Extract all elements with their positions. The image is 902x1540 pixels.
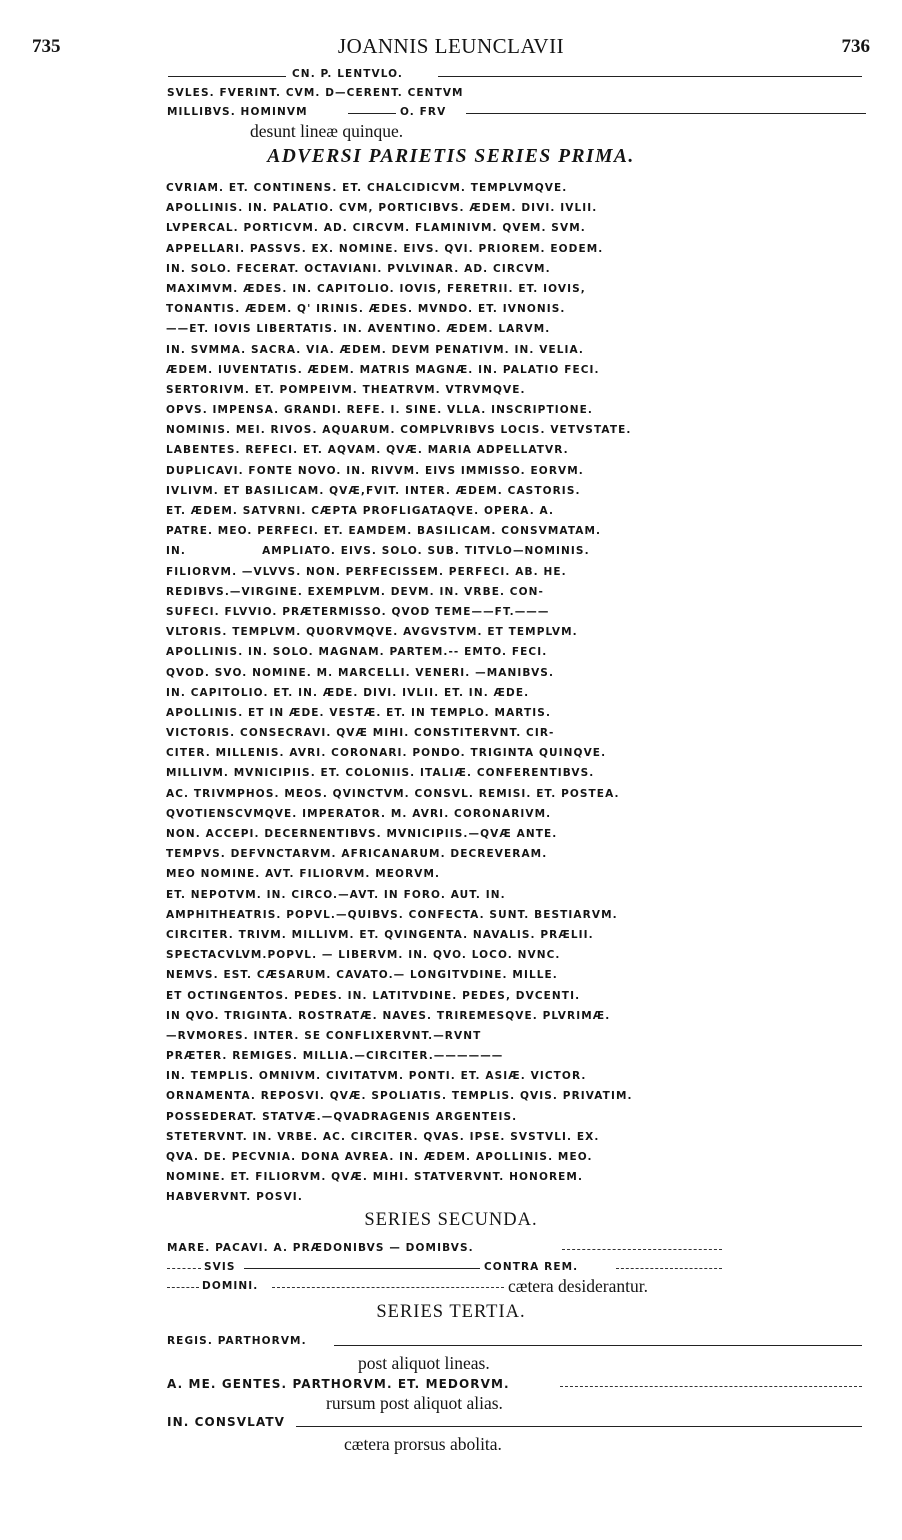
inscription-line: REGIS. PARTHORVM. — [167, 1335, 307, 1347]
inscription-line: LABENTES. REFECI. ET. AQVAM. QVÆ. MARIA ADPELLATVR. — [166, 444, 569, 457]
lacuna-dash — [296, 1426, 862, 1427]
editorial-note: rursum post aliquot alias. — [326, 1393, 503, 1413]
inscription-line: IN. SOLO. FECERAT. OCTAVIANI. PVLVINAR. AD. CIRCVM. — [166, 262, 551, 275]
lacuna-dash — [560, 1386, 862, 1387]
inscription-line: CVRIAM. ET. CONTINENS. ET. CHALCIDICVM. TEMPLVMQVE. — [166, 182, 568, 194]
lacuna-dash — [348, 113, 396, 114]
inscription-line: CONTRA REM. — [484, 1261, 579, 1273]
inscription-line: SERTORIVM. ET. POMPEIVM. THEATRVM. VTRVMQVE. — [166, 383, 526, 396]
page-number-left: 735 — [32, 36, 61, 57]
inscription-line: SVIS — [204, 1261, 236, 1273]
inscription-line: QVA. DE. PECVNIA. DONA AVREA. IN. ÆDEM. APOLLINIS. MEO. — [166, 1151, 593, 1163]
series-prima-title: ADVERSI PARIETIS SERIES PRIMA. — [267, 146, 635, 167]
inscription-line: HABVERVNT. POSVI. — [166, 1191, 303, 1204]
lacuna-dash — [244, 1268, 480, 1269]
inscription-line: QVOTIENSCVMQVE. IMPERATOR. M. AVRI. CORONARIVM. — [166, 807, 552, 820]
inscription-line: REDIBVS.—VIRGINE. EXEMPLVM. DEVM. IN. VRBE. CON- — [166, 585, 544, 598]
inscription-line: APPELLARI. PASSVS. EX. NOMINE. EIVS. QVI. PRIOREM. EODEM. — [166, 242, 604, 255]
lacuna-dash — [167, 1287, 199, 1288]
inscription-line: NOMINIS. MEI. RIVOS. AQUARUM. COMPLVRIBVS LOCIS. VETVSTATE. — [166, 424, 632, 437]
inscription-line: FILIORVM. —VLVVS. NON. PERFECISSEM. PERFECI. AB. HE. — [166, 565, 567, 578]
inscription-line: ET OCTINGENTOS. PEDES. IN. LATITVDINE. PEDES, DVCENTI. — [166, 989, 581, 1002]
inscription-line: APOLLINIS. ET IN ÆDE. VESTÆ. ET. IN TEMPLO. MARTIS. — [166, 706, 552, 719]
inscription-line: ——ET. IOVIS LIBERTATIS. IN. AVENTINO. ÆDEM. LARVM. — [166, 323, 551, 336]
inscription-line: ET. NEPOTVM. IN. CIRCO.—AVT. IN FORO. AUT. IN. — [166, 888, 506, 901]
lacuna-dash — [168, 76, 286, 77]
inscription-line: SPECTACVLVM.POPVL. — LIBERVM. IN. QVO. LOCO. NVNC. — [166, 949, 561, 962]
inscription-line: STETERVNT. IN. VRBE. AC. CIRCITER. QVAS. IPSE. SVSTVLI. EX. — [166, 1130, 600, 1143]
lacuna-dash — [438, 76, 862, 77]
lacuna-dash — [334, 1345, 862, 1346]
inscription-line: —RVMORES. INTER. SE CONFLIXERVNT.—RVNT — [166, 1029, 482, 1042]
inscription-line: LVPERCAL. PORTICVM. AD. CIRCVM. FLAMINIVM. QVEM. SVM. — [166, 222, 586, 235]
series-tertia-title: SERIES TERTIA. — [376, 1302, 526, 1322]
inscription-line: IN. CAPITOLIO. ET. IN. ÆDE. DIVI. IVLII. ET. IN. ÆDE. — [166, 686, 530, 699]
series-secunda-title: SERIES SECUNDA. — [364, 1210, 538, 1230]
inscription-line: NOMINE. ET. FILIORVM. QVÆ. MIHI. STATVERVNT. HONOREM. — [166, 1171, 584, 1184]
running-head-title: JOANNIS LEUNCLAVII — [337, 34, 565, 58]
inscription-line: IN QVO. TRIGINTA. ROSTRATÆ. NAVES. TRIREMESQVE. PLVRIMÆ. — [166, 1009, 611, 1022]
lacuna-dash — [616, 1268, 722, 1269]
editorial-note: cætera desiderantur. — [508, 1276, 648, 1296]
inscription-line: NEMVS. EST. CÆSARUM. CAVATO.— LONGITVDINE. MILLE. — [166, 969, 558, 982]
inscription-line: TEMPVS. DEFVNCTARVM. AFRICANARUM. DECREVERAM. — [166, 848, 548, 861]
fragment-line: SVLES. FVERINT. CVM. D—CERENT. CENTVM — [167, 87, 464, 99]
inscription-line: IN. AMPLIATO. EIVS. SOLO. SUB. TITVLO—NOMINIS. — [166, 545, 590, 558]
inscription-line: MAXIMVM. ÆDES. IN. CAPITOLIO. IOVIS, FERETRII. ET. IOVIS, — [166, 282, 586, 295]
inscription-line: APOLLINIS. IN. SOLO. MAGNAM. PARTEM.-- EMTO. FECI. — [166, 646, 548, 659]
inscription-line: APOLLINIS. IN. PALATIO. CVM, PORTICIBVS. ÆDEM. DIVI. IVLII. — [166, 202, 598, 215]
inscription-line: DUPLICAVI. FONTE NOVO. IN. RIVVM. EIVS IMMISSO. EORVM. — [166, 464, 584, 477]
inscription-line: VICTORIS. CONSECRAVI. QVÆ MIHI. CONSTITERVNT. CIR- — [166, 727, 555, 740]
inscription-line: ET. ÆDEM. SATVRNI. CÆPTA PROFLIGATAQVE. OPERA. A. — [166, 505, 555, 517]
inscription-line: DOMINI. — [202, 1280, 259, 1292]
inscription-line: ÆDEM. IUVENTATIS. ÆDEM. MATRIS MAGNÆ. IN. PALATIO FECI. — [166, 363, 600, 376]
fragment-line: O. FRV — [400, 106, 447, 118]
inscription-line: OPVS. IMPENSA. GRANDI. REFE. I. SINE. VLLA. INSCRIPTIONE. — [166, 404, 594, 417]
inscription-line: PATRE. MEO. PERFECI. ET. EAMDEM. BASILICAM. CONSVMATAM. — [166, 525, 602, 538]
lacuna-dash — [466, 113, 866, 114]
fragment-line: CN. P. LENTVLO. — [292, 68, 403, 80]
inscription-line: AMPHITHEATRIS. POPVL.—QUIBVS. CONFECTA. SUNT. BESTIARVM. — [166, 908, 618, 921]
inscription-line: CIRCITER. TRIVM. MILLIVM. ET. QVINGENTA. NAVALIS. PRÆLII. — [166, 928, 594, 941]
inscription-line: AC. TRIVMPHOS. MEOS. QVINCTVM. CONSVL. REMISI. ET. POSTEA. — [166, 787, 620, 800]
editorial-note: cætera prorsus abolita. — [344, 1434, 502, 1454]
inscription-line: MILLIVM. MVNICIPIIS. ET. COLONIIS. ITALIÆ. CONFERENTIBVS. — [166, 767, 595, 780]
editorial-note: post aliquot lineas. — [358, 1353, 490, 1373]
inscription-line: CITER. MILLENIS. AVRI. CORONARI. PONDO. TRIGINTA QUINQVE. — [166, 747, 607, 760]
series-prima-text — [166, 178, 633, 1208]
inscription-line: NON. ACCEPI. DECERNENTIBVS. MVNICIPIIS.—QVÆ ANTE. — [166, 828, 558, 840]
lacuna-dash — [272, 1287, 504, 1288]
inscription-line: SUFECI. FLVVIO. PRÆTERMISSO. QVOD TEME——FT.——— — [166, 605, 550, 618]
inscription-line: MEO NOMINE. AVT. FILIORVM. MEORVM. — [166, 868, 441, 881]
inscription-line: PRÆTER. REMIGES. MILLIA.—CIRCITER.—————— — [166, 1050, 504, 1063]
editorial-note: desunt lineæ quinque. — [250, 121, 404, 141]
inscription-line: IN. CONSVLATV — [167, 1415, 285, 1429]
inscription-line: POSSEDERAT. STATVÆ.—QVADRAGENIS ARGENTEIS. — [166, 1110, 518, 1123]
inscription-line: A. ME. GENTES. PARTHORVM. ET. MEDORVM. — [167, 1377, 510, 1391]
inscription-line: QVOD. SVO. NOMINE. M. MARCELLI. VENERI. —MANIBVS. — [166, 666, 555, 679]
page-number-right: 736 — [841, 36, 870, 57]
inscription-line: ORNAMENTA. REPOSVI. QVÆ. SPOLIATIS. TEMPLIS. QVIS. PRIVATIM. — [166, 1090, 633, 1103]
inscription-line: VLTORIS. TEMPLVM. QUORVMQVE. AVGVSTVM. ET TEMPLVM. — [166, 626, 578, 639]
lacuna-dash — [167, 1268, 201, 1269]
inscription-line: TONANTIS. ÆDEM. Q' IRINIS. ÆDES. MVNDO. ET. IVNONIS. — [166, 303, 566, 316]
lacuna-dash — [562, 1249, 722, 1250]
inscription-line: IVLIVM. ET BASILICAM. QVÆ,FVIT. INTER. ÆDEM. CASTORIS. — [166, 484, 581, 497]
fragment-line: MILLIBVS. HOMINVM — [167, 106, 308, 118]
inscription-line: MARE. PACAVI. A. PRÆDONIBVS — DOMIBVS. — [167, 1242, 474, 1254]
inscription-line: IN. SVMMA. SACRA. VIA. ÆDEM. DEVM PENATIVM. IN. VELIA. — [166, 343, 585, 356]
inscription-line: IN. TEMPLIS. OMNIVM. CIVITATVM. PONTI. ET. ASIÆ. VICTOR. — [166, 1070, 587, 1083]
